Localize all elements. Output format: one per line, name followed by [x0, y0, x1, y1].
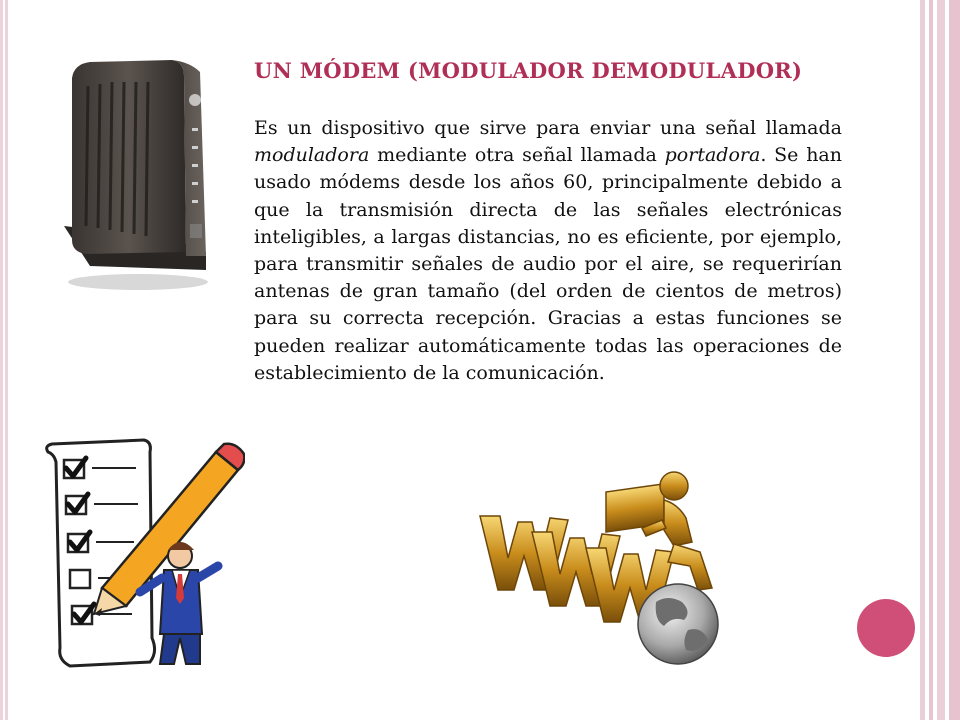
body-segment-3: . Se han usado módems desde los años 60, principalmente debido a que la transmisión directa de las señales electrónicas inteligibles, a largas distancias, no es eficiente, por ejemplo, para transmitir señales de audio por el aire, se requerirían antenas de gran tamaño (del orden de cientos de metros) para su correcta recepción. Gracias a estas funciones se pueden realizar automáticamente todas las operaciones de establecimiento de la comunicación. — [254, 144, 843, 384]
slide-right-stripes — [918, 0, 960, 720]
term-moduladora: moduladora — [254, 144, 370, 167]
body-segment-1: Es un dispositivo que sirve para enviar una señal llamada — [254, 117, 842, 139]
www-globe-image — [478, 470, 730, 666]
slide-body-text — [254, 115, 842, 387]
term-portadora: portadora — [664, 144, 761, 167]
body-segment-2: mediante otra señal llamada — [369, 144, 665, 167]
accent-circle — [857, 599, 915, 657]
slide-left-border — [0, 0, 8, 720]
slide-title: UN MÓDEM (MODULADOR DEMODULADOR) — [254, 58, 803, 83]
modem-image — [60, 56, 212, 292]
checklist-pencil-image — [40, 438, 245, 674]
